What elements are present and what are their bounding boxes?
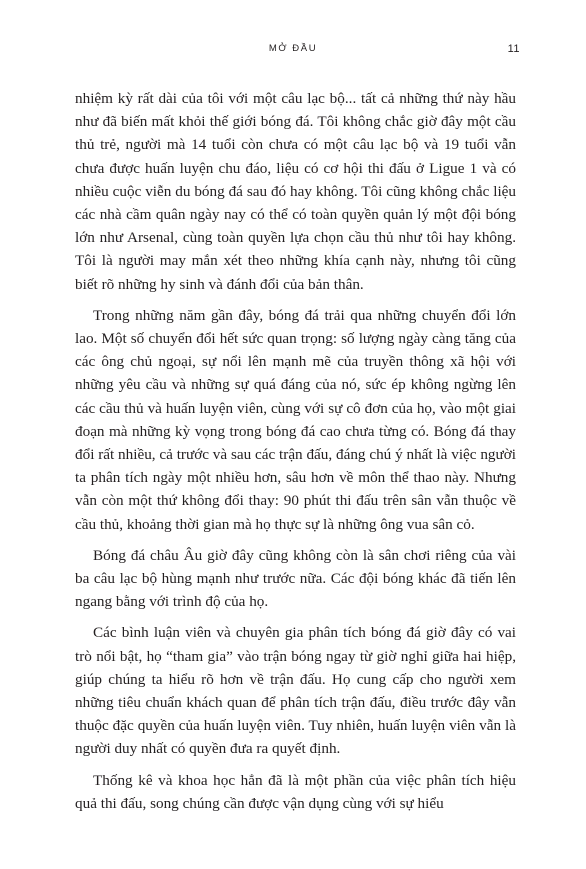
paragraph: Bóng đá châu Âu giờ đây cũng không còn là sân chơi riêng của vài ba câu lạc bộ hùng mạnh như trước nữa. Các đội bóng khác đã tiến lên ngang bằng với trình độ của họ.: [75, 546, 516, 611]
paragraph: nhiệm kỳ rất dài của tôi với một câu lạc bộ... tất cả những thứ này hầu như đã biến mất khỏi thế giới bóng đá. Tôi không chắc giờ đây một cầu thủ trẻ, người mà 14 tuổi còn chưa có một câu lạc bộ và 19 tuổi vẫn chưa được huấn luyện chu đáo, liệu có cơ hội thi đấu ở Ligue 1 và có nhiều cuộc viễn du bóng đá sau đó hay không. Tôi cũng không chắc liệu các nhà cầm quân ngày nay có thể có toàn quyền quản lý một đội bóng lớn như Arsenal, cùng toàn quyền lựa chọn cầu thủ như tôi hay không. Tôi là người may mắn xét theo những khía cạnh này, nhưng tôi cũng biết rõ những hy sinh và đánh đổi của bản thân.: [75, 90, 516, 293]
chapter-title: MỞ ĐẦU: [268, 43, 318, 54]
paragraph: Thống kê và khoa học hẳn đã là một phần của việc phân tích hiệu quả thi đấu, song chúng cần được vận dụng cùng với sự hiểu: [75, 771, 516, 812]
paragraph: Trong những năm gần đây, bóng đá trải qua những chuyển đổi lớn lao. Một số chuyển đổi hết sức quan trọng: số lượng ngày càng tăng của các ông chủ ngoại, sự nổi lên mạnh mẽ của truyền thông xã hội với những yêu cầu và những sự quá đáng của nó, sức ép không ngừng lên các cầu thủ và huấn luyện viên, cùng với sự cô đơn của họ, vào một giai đoạn mà những kỳ vọng trong bóng đá cao chưa từng có. Bóng đá thay đổi rất nhiều, cả trước và sau các trận đấu, đáng chú ý nhất là việc người ta phân tích ngày một nhiều hơn, sâu hơn về môn thể thao này. Nhưng vẫn còn một thứ không đổi thay: 90 phút thi đấu trên sân vẫn thuộc về cầu thủ, khoảng thời gian mà họ thực sự là những ông vua sân cỏ.: [75, 306, 516, 533]
body-text: [75, 87, 516, 815]
paragraph: Các bình luận viên và chuyên gia phân tích bóng đá giờ đây có vai trò nổi bật, họ “tham gia” vào trận bóng ngay từ giờ nghỉ giữa hai hiệp, giúp chúng ta hiểu rõ hơn về trận đấu. Họ cung cấp cho người xem những tiêu chuẩn khách quan để phân tích trận đấu, điều trước đây vẫn thuộc đặc quyền của huấn luyện viên. Tuy nhiên, huấn luyện viên vẫn là người duy nhất có quyền đưa ra quyết định.: [75, 624, 516, 758]
page-number: 11: [507, 43, 520, 55]
running-header: [0, 43, 586, 59]
